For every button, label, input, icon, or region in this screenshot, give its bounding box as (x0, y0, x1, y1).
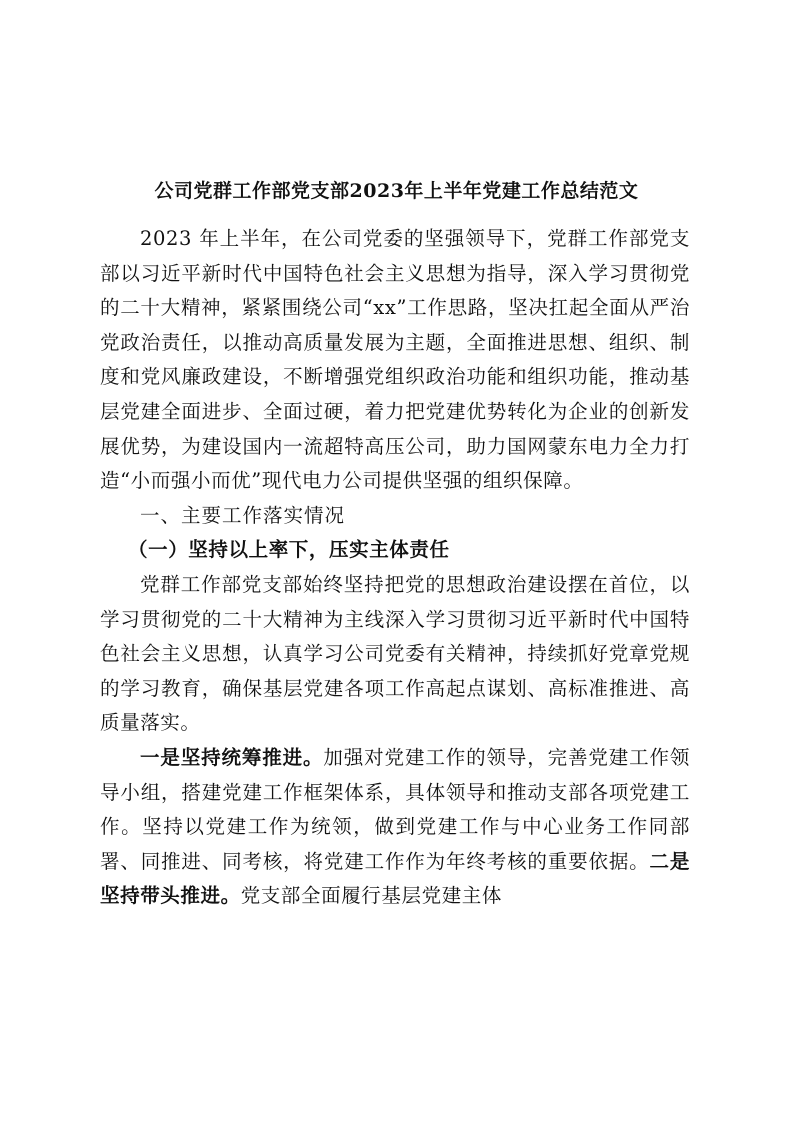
document-title: 公司党群工作部党支部2023年上半年党建工作总结范文 (154, 180, 639, 202)
point1-lead: 一是坚持统筹推进。 (140, 745, 324, 769)
point1-text: 加强对党建工作的领导，完善党建工作领导小组，搭建党建工作框架体系，具体领导和推动支部各项党建工作。坚持以党建工作为统领，做到党建工作与中心业务工作同部署、同推进、同考核，将党建工作作为年终考核的重要依据。 (100, 745, 690, 873)
section-heading: 一、主要工作落实情况 (140, 503, 346, 527)
subsection-paragraph: 党群工作部党支部始终坚持把党的思想政治建设摆在首位，以学习贯彻党的二十大精神为主线深入学习贯彻习近平新时代中国特色社会主义思想，认真学习公司党委有关精神，持续抓好党章党规的学习教育，确保基层党建各项工作高起点谋划、高标准推进、高质量落实。 (100, 572, 690, 735)
document-body (100, 222, 690, 914)
intro-paragraph: 2023 年上半年，在公司党委的坚强领导下，党群工作部党支部以习近平新时代中国特色社会主义思想为指导，深入学习贯彻党的二十大精神，紧紧围绕公司“xx”工作思路，坚决扛起全面从严治党政治责任，以推动高质量发展为主题，全面推进思想、组织、制度和党风廉政建设，不断增强党组织政治功能和组织功能，推动基层党建全面进步、全面过硬，着力把党建优势转化为企业的创新发展优势，为建设国内一流超特高压公司，助力国网蒙东电力全力打造“小而强小而优”现代电力公司提供坚强的组织保障。 (100, 227, 690, 493)
subsection-heading: （一）坚持以上率下，压实主体责任 (128, 538, 450, 562)
point2-lead: 二是坚持带头推进。 (100, 849, 691, 908)
points-paragraph (100, 741, 690, 914)
point2-text: 党支部全面履行基层党建主体 (240, 884, 503, 908)
